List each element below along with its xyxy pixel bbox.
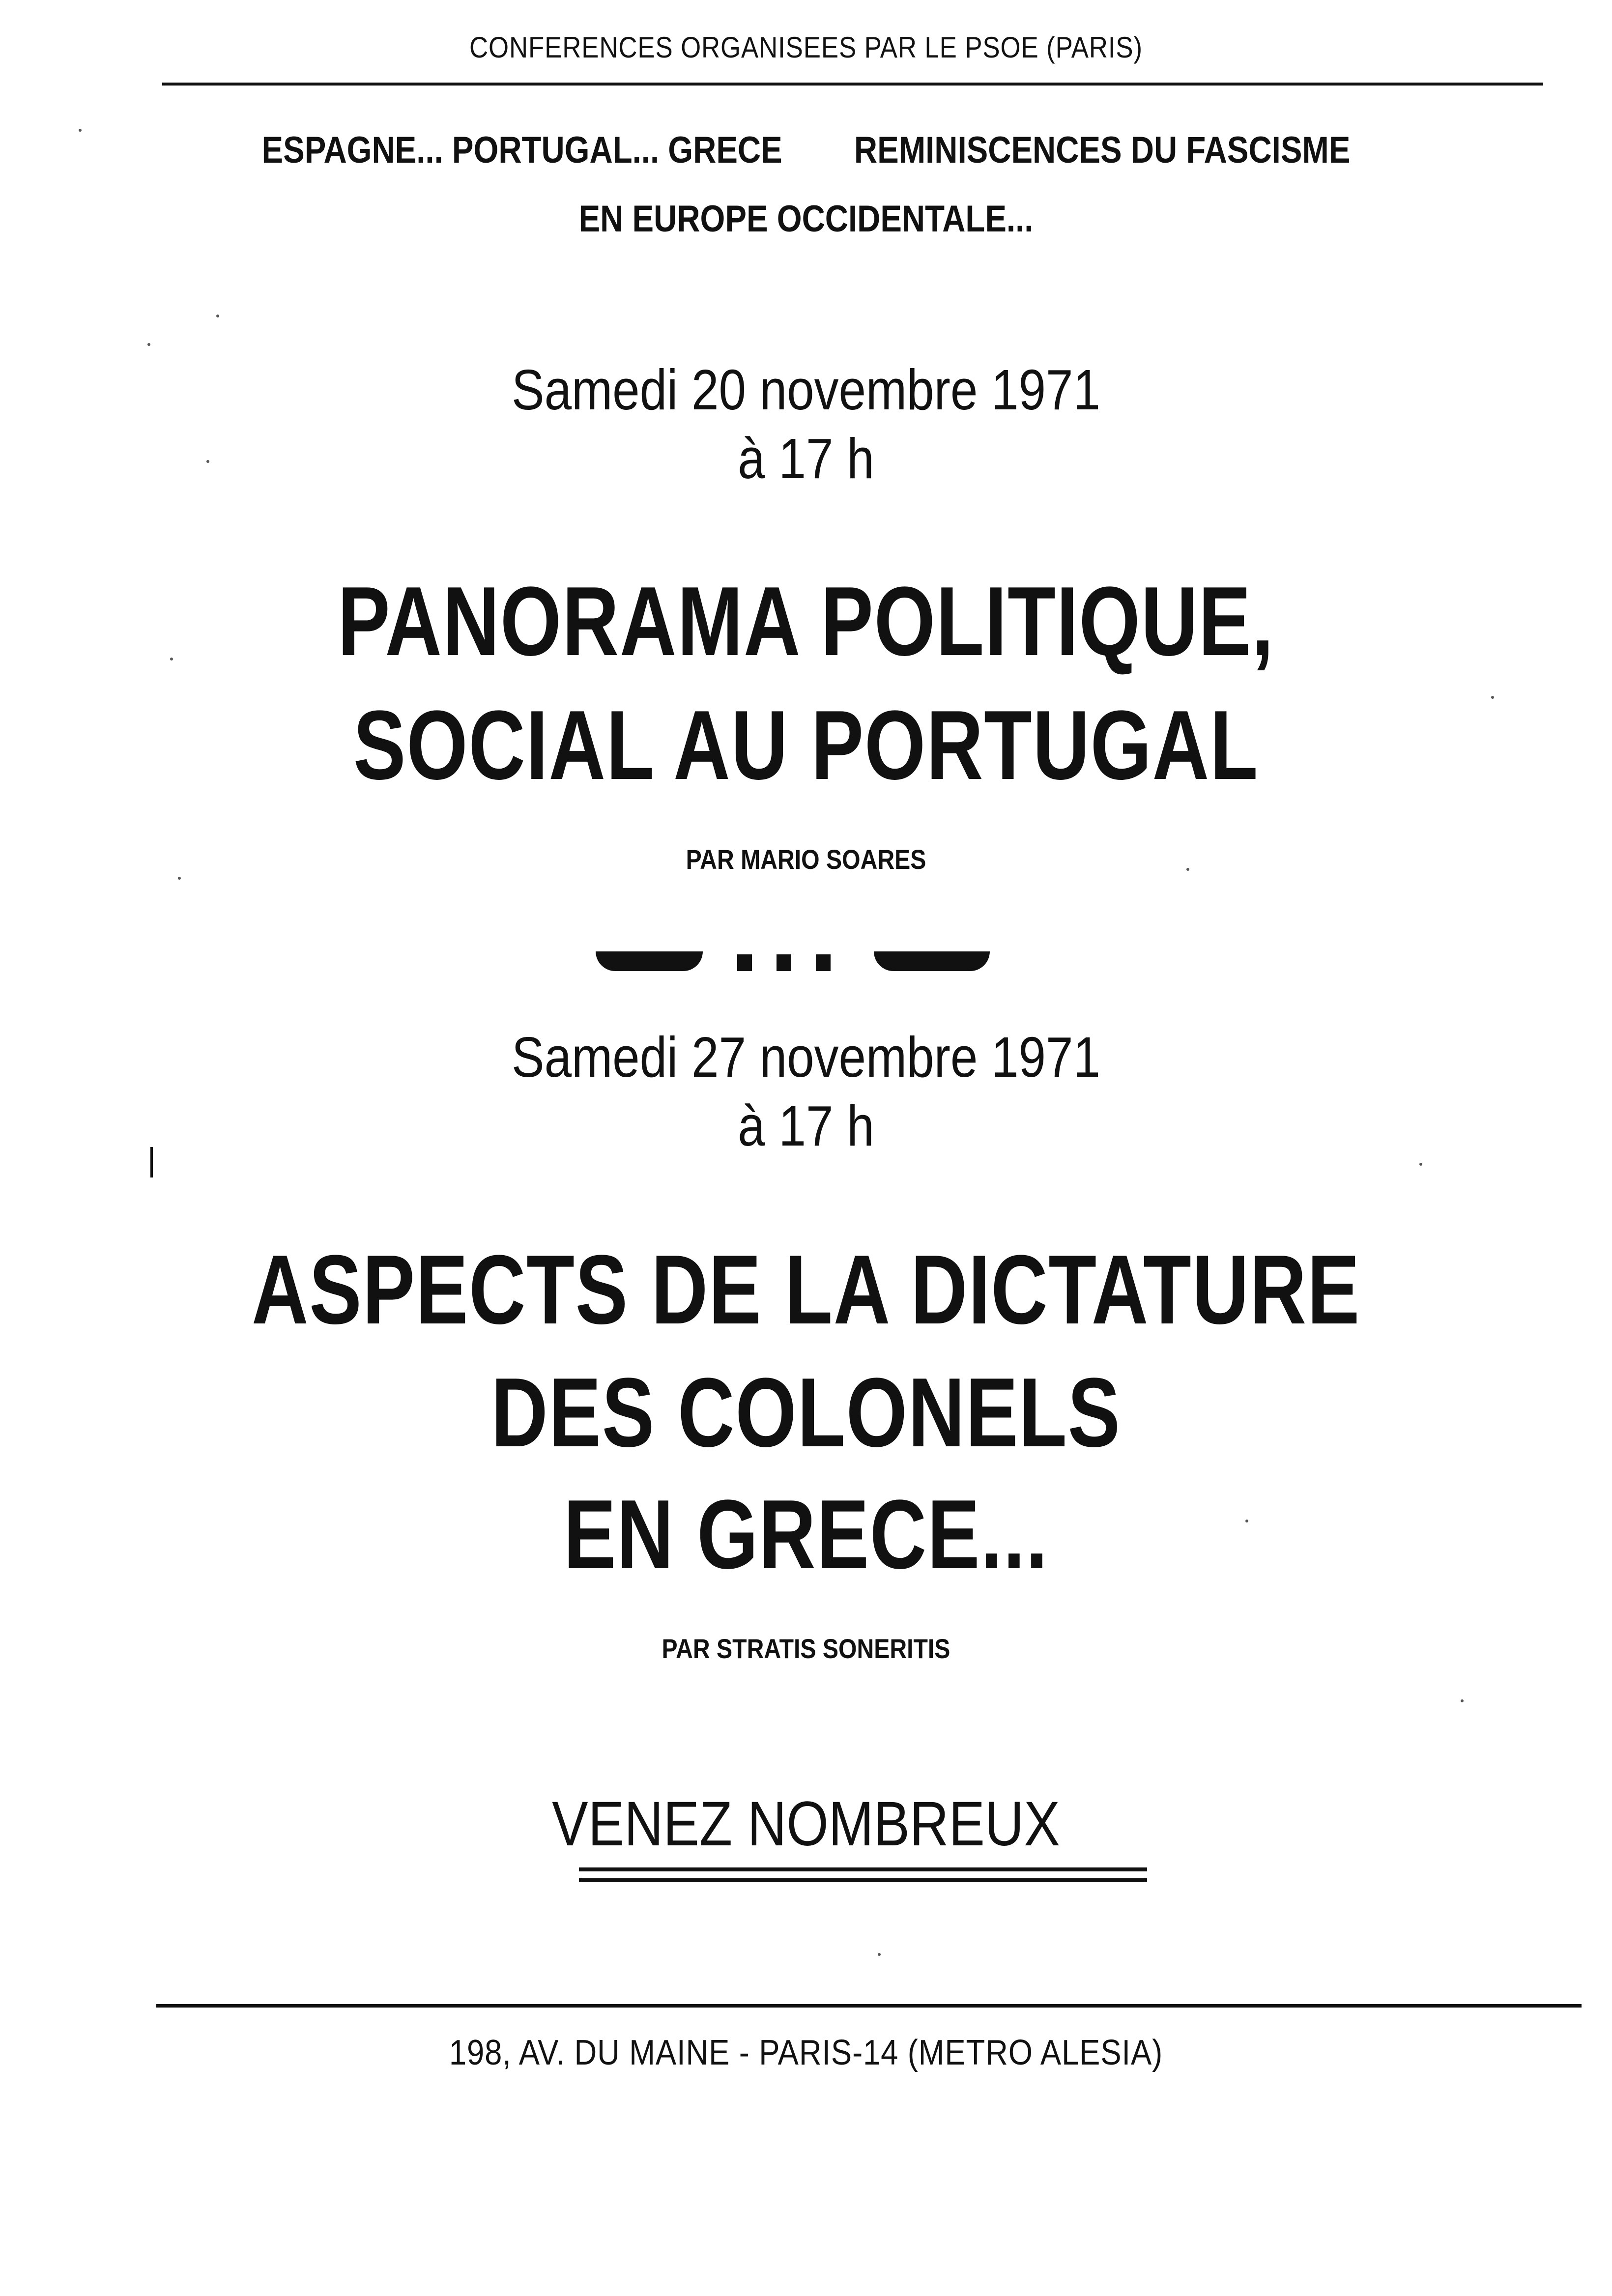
conference2-speaker: PAR STRATIS SONERITIS [662, 1633, 950, 1664]
theme-line-1 [113, 129, 1499, 172]
conference2-title-line2: DES COLONELS [491, 1358, 1121, 1467]
conference2-date: Samedi 27 novembre 1971 [512, 1025, 1100, 1089]
theme-right: REMINISCENCES DU FASCISME [854, 129, 1351, 171]
scan-speck [1461, 1699, 1464, 1702]
scan-speck [147, 343, 150, 346]
theme-left: ESPAGNE... PORTUGAL... GRECE [261, 129, 782, 171]
conference1-date: Samedi 20 novembre 1971 [512, 358, 1100, 422]
scan-speck [1491, 696, 1494, 699]
conference1-time: à 17 h [738, 427, 874, 490]
conference1-title-line2: SOCIAL AU PORTUGAL [353, 690, 1259, 800]
scan-speck [79, 129, 82, 132]
separator-dot-3 [816, 954, 831, 971]
conference1-speaker: PAR MARIO SOARES [686, 844, 926, 875]
conference2-time: à 17 h [738, 1094, 874, 1158]
separator-left-bar [596, 951, 703, 971]
scan-speck [1419, 1163, 1422, 1166]
call-to-action: VENEZ NOMBREUX [552, 1789, 1060, 1859]
cta-underline-1 [579, 1867, 1147, 1871]
conference2-title-line3: EN GRECE... [563, 1480, 1049, 1589]
scan-mark-left-edge [150, 1147, 153, 1177]
scan-speck [206, 460, 209, 463]
separator-dot-1 [737, 954, 752, 971]
cta-underline-2 [579, 1878, 1147, 1882]
conference1-title-line1: PANORAMA POLITIQUE, [338, 567, 1274, 676]
scan-speck [178, 877, 181, 880]
scan-speck [878, 1953, 881, 1956]
theme-line-2: EN EUROPE OCCIDENTALE... [578, 198, 1034, 240]
top-rule [162, 83, 1543, 86]
conference2-title-line1: ASPECTS DE LA DICTATURE [251, 1235, 1361, 1345]
separator-dot-2 [777, 954, 791, 971]
scan-speck [170, 658, 173, 660]
scan-speck [216, 315, 219, 317]
scan-speck [1245, 1520, 1248, 1522]
scan-speck [1186, 868, 1189, 871]
footer-rule [156, 2004, 1582, 2008]
footer-address: 198, AV. DU MAINE - PARIS-14 (METRO ALESIA) [449, 2033, 1163, 2072]
separator-right-bar [874, 951, 990, 971]
organizer-header: CONFERENCES ORGANISEES PAR LE PSOE (PARIS) [469, 31, 1143, 64]
